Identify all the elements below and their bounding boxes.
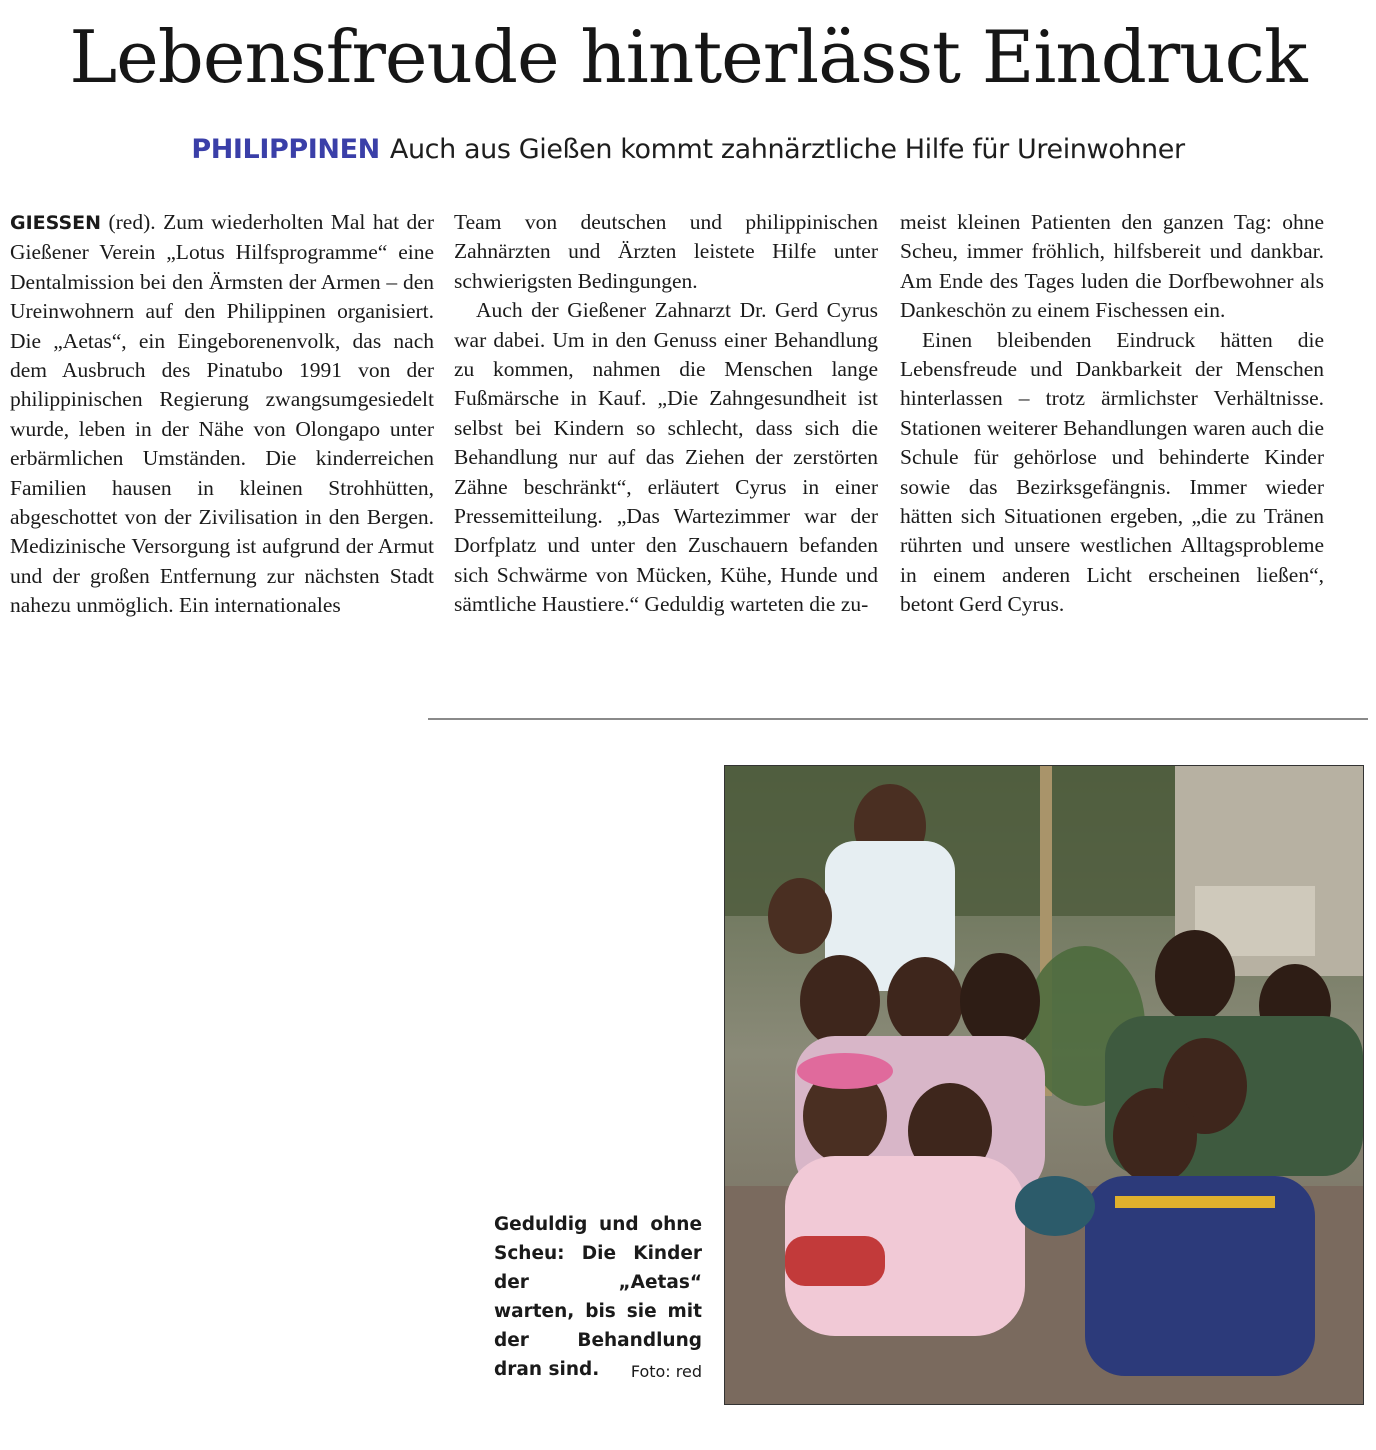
article-column-3 — [900, 208, 1324, 620]
article-photo — [724, 765, 1364, 1405]
article-column-1 — [10, 208, 434, 621]
article-paragraph — [10, 208, 434, 621]
article-column-2 — [454, 208, 878, 620]
section-divider — [428, 718, 1368, 720]
dateline: GIESSEN — [10, 212, 102, 234]
subheadline — [0, 134, 1376, 165]
kicker-label: PHILIPPINEN — [191, 134, 380, 165]
children-photo-illustration — [725, 766, 1363, 1404]
subheadline-text: Auch aus Gießen kommt zahnärztliche Hilfe für Ureinwohner — [389, 134, 1185, 165]
headline: Lebensfreude hinterlässt Eindruck — [69, 15, 1307, 99]
article-paragraph: Einen bleibenden Eindruck hätten die Lebensfreude und Dankbarkeit der Menschen hinterlassen – trotz ärmlichster Verhältnisse. Stationen weiterer Behandlungen waren auch die Schule für gehörlose und behinderte Kinder sowie das Bezirksgefängnis. Immer wieder hätten sich Situationen ergeben, „die zu Tränen rührten und unsere westlichen Alltagsprobleme in einem anderen Licht erscheinen ließen“, betont Gerd Cyrus. — [900, 327, 1324, 617]
article-paragraph: Team von deutschen und philippinischen Zahnärzten und Ärzten leistete Hilfe unter schwierigsten Bedingungen. — [454, 210, 878, 293]
article-paragraph: Auch der Gießener Zahnarzt Dr. Gerd Cyrus war dabei. Um in den Genuss einer Behandlung zu kommen, nahmen die Menschen lange Fußmärsche in Kauf. „Die Zahngesundheit ist selbst bei Kindern so schlecht, dass sich die Behandlung nur auf das Ziehen der zerstörten Zähne beschränkt“, erläutert Cyrus in einer Pressemitteilung. „Das Wartezimmer war der Dorfplatz und unter den Zuschauern befanden sich Schwärme von Mücken, Kühe, Hunde und sämtliche Haustiere.“ Geduldig warteten die zu- — [454, 298, 878, 617]
paragraph-text: (red). Zum wiederholten Mal hat der Gießener Verein „Lotus Hilfsprogramme“ eine Dentalmission bei den Ärmsten der Armen – den Ureinwohnern auf den Philippinen organisiert. Die „Aetas“, ein Eingeborenenvolk, das nach dem Ausbruch des Pinatubo 1991 von der philippinischen Regierung zwangsumgesiedelt wurde, leben in der Nähe von Olongapo unter erbärmlichen Umständen. Die kinderreichen Familien hausen in kleinen Strohhütten, abgeschottet von der Zivilisation in den Bergen. Medizinische Versorgung ist aufgrund der Armut und der großen Entfernung zur nächsten Stadt nahezu unmöglich. Ein internationales — [10, 210, 434, 618]
caption-text: Geduldig und ohne Scheu: Die Kinder der „Aetas“ warten, bis sie mit der Behandlung dran sind. — [494, 1214, 702, 1380]
article-paragraph: meist kleinen Patienten den ganzen Tag: ohne Scheu, immer fröhlich, hilfsbereit und dankbar. Am Ende des Tages luden die Dorfbewohner als Dankeschön zu einem Fischessen ein. — [900, 210, 1324, 323]
photo-caption — [494, 1210, 702, 1386]
photo-credit: Foto: red — [630, 1362, 702, 1381]
